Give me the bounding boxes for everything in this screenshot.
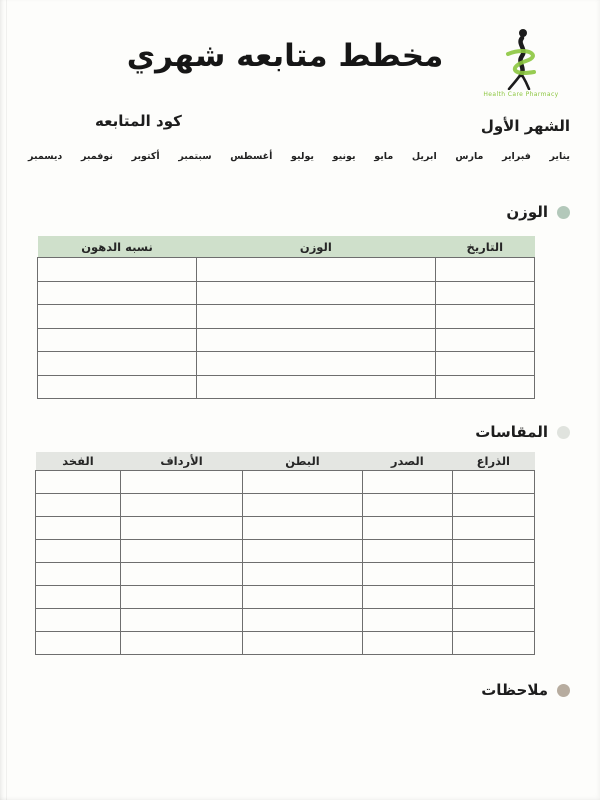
empty-cell xyxy=(362,540,452,563)
empty-cell xyxy=(452,586,534,609)
pharmacy-logo xyxy=(482,28,560,98)
empty-cell xyxy=(197,305,436,329)
measurements-section-header xyxy=(475,423,570,441)
table-row xyxy=(38,305,535,329)
measurements-table xyxy=(35,452,535,655)
empty-cell xyxy=(38,258,197,282)
empty-cell xyxy=(243,586,363,609)
notes-section-header xyxy=(481,681,570,699)
empty-cell xyxy=(120,609,242,632)
table-row xyxy=(38,352,535,376)
empty-cell xyxy=(362,471,452,494)
table-row xyxy=(38,375,535,399)
month-item: فبراير xyxy=(502,151,531,162)
column-header: الصدر xyxy=(362,452,452,471)
empty-cell xyxy=(197,375,436,399)
empty-cell xyxy=(38,281,197,305)
empty-cell xyxy=(120,471,242,494)
empty-cell xyxy=(452,540,534,563)
weight-bullet-icon xyxy=(557,206,570,219)
empty-cell xyxy=(362,563,452,586)
column-header: التاريخ xyxy=(435,236,534,258)
empty-cell xyxy=(243,494,363,517)
empty-cell xyxy=(36,517,121,540)
month-item: يونيو xyxy=(332,151,356,162)
empty-cell xyxy=(452,609,534,632)
month-item: ديسمبر xyxy=(28,151,63,162)
month-item: نوفمبر xyxy=(80,151,113,162)
table-row xyxy=(36,632,535,655)
month-item: ابريل xyxy=(411,151,437,162)
empty-cell xyxy=(38,328,197,352)
column-header: الفخد xyxy=(36,452,121,471)
weight-section-header xyxy=(506,203,570,221)
empty-cell xyxy=(452,471,534,494)
empty-cell xyxy=(36,494,121,517)
table-row xyxy=(38,328,535,352)
month-item: يوليو xyxy=(291,151,314,162)
empty-cell xyxy=(36,586,121,609)
empty-cell xyxy=(243,471,363,494)
logo-caption: Health Care Pharmacy xyxy=(483,91,559,98)
column-header: نسبه الدهون xyxy=(38,236,197,258)
empty-cell xyxy=(452,517,534,540)
empty-cell xyxy=(120,517,242,540)
table-row xyxy=(36,494,535,517)
notes-bullet-icon xyxy=(557,684,570,697)
empty-cell xyxy=(120,563,242,586)
empty-cell xyxy=(120,586,242,609)
empty-cell xyxy=(452,494,534,517)
empty-cell xyxy=(435,258,534,282)
empty-cell xyxy=(243,563,363,586)
empty-cell xyxy=(362,494,452,517)
month-item: مارس xyxy=(455,151,484,162)
empty-cell xyxy=(36,632,121,655)
empty-cell xyxy=(362,586,452,609)
table-row xyxy=(36,563,535,586)
empty-cell xyxy=(435,281,534,305)
column-header: الذراع xyxy=(452,452,534,471)
column-header: البطن xyxy=(243,452,363,471)
notes-section-title: ملاحظات xyxy=(481,681,548,699)
empty-cell xyxy=(362,609,452,632)
months-row xyxy=(28,151,570,162)
empty-cell xyxy=(243,517,363,540)
empty-cell xyxy=(120,632,242,655)
empty-cell xyxy=(435,375,534,399)
empty-cell xyxy=(38,305,197,329)
empty-cell xyxy=(362,517,452,540)
empty-cell xyxy=(243,632,363,655)
measurements-bullet-icon xyxy=(557,426,570,439)
scan-edge-artifact xyxy=(6,0,7,800)
measurements-section-title: المقاسات xyxy=(475,423,548,441)
month-item: سبتمبر xyxy=(178,151,212,162)
table-row xyxy=(36,586,535,609)
column-header: الوزن xyxy=(197,236,436,258)
empty-cell xyxy=(120,494,242,517)
empty-cell xyxy=(243,540,363,563)
followup-code-label: كود المتابعه xyxy=(95,112,182,130)
month-item: أغسطس xyxy=(230,151,273,162)
empty-cell xyxy=(197,352,436,376)
empty-cell xyxy=(36,609,121,632)
empty-cell xyxy=(435,328,534,352)
weight-table xyxy=(37,236,535,399)
empty-cell xyxy=(197,258,436,282)
month-item: أكتوبر xyxy=(131,151,160,162)
empty-cell xyxy=(120,540,242,563)
empty-cell xyxy=(452,632,534,655)
empty-cell xyxy=(362,632,452,655)
empty-cell xyxy=(36,540,121,563)
page-title: مخطط متابعه شهري xyxy=(126,38,444,74)
month-item: يناير xyxy=(549,151,570,162)
table-row xyxy=(36,517,535,540)
first-month-label: الشهر الأول xyxy=(480,117,570,135)
month-item: مايو xyxy=(374,151,394,162)
empty-cell xyxy=(38,352,197,376)
health-figure-logo-icon xyxy=(494,28,548,90)
empty-cell xyxy=(36,563,121,586)
empty-cell xyxy=(243,609,363,632)
column-header: الأرداف xyxy=(120,452,242,471)
empty-cell xyxy=(36,471,121,494)
table-row xyxy=(36,609,535,632)
empty-cell xyxy=(452,563,534,586)
table-row xyxy=(38,281,535,305)
weight-section-title: الوزن xyxy=(506,203,548,221)
empty-cell xyxy=(435,352,534,376)
empty-cell xyxy=(197,328,436,352)
empty-cell xyxy=(38,375,197,399)
table-row xyxy=(36,471,535,494)
empty-cell xyxy=(197,281,436,305)
empty-cell xyxy=(435,305,534,329)
table-row xyxy=(36,540,535,563)
table-row xyxy=(38,258,535,282)
